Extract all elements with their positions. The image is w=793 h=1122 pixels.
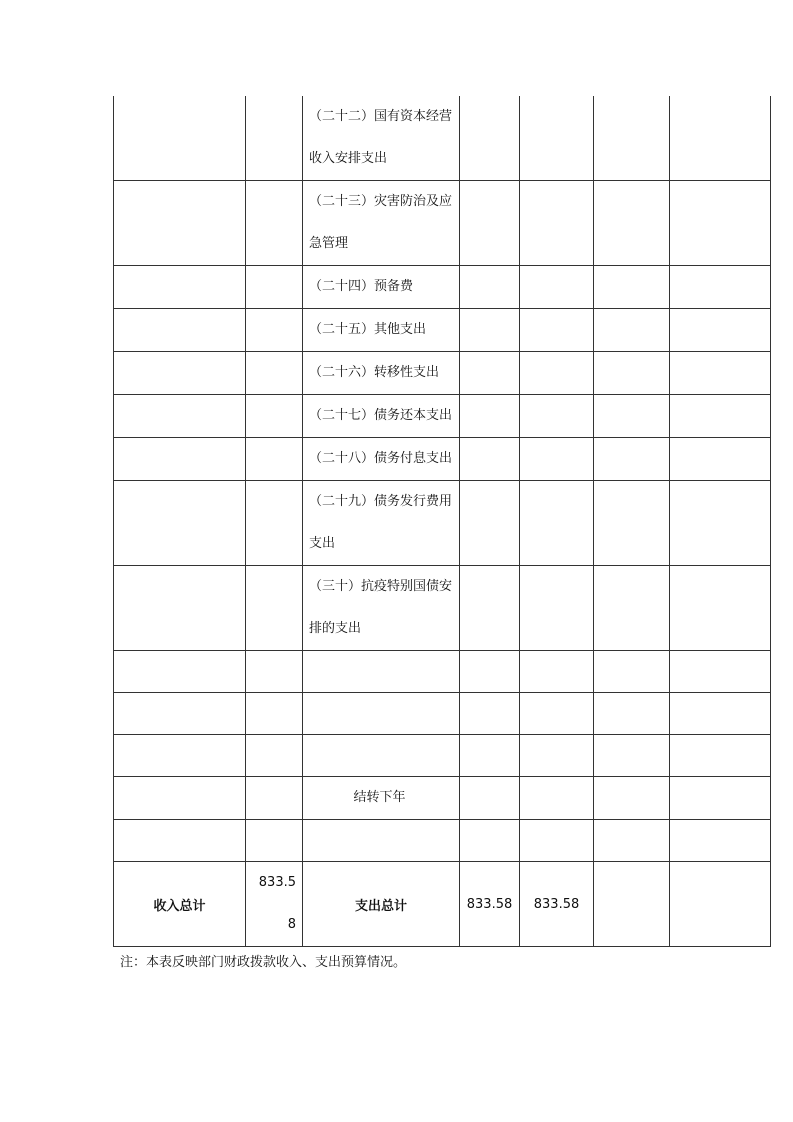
expense-item: （二十八）债务付息支出 xyxy=(303,438,460,481)
expense-item: （二十二）国有资本经营收入安排支出 xyxy=(303,96,460,181)
expense-total-label: 支出总计 xyxy=(303,862,460,947)
table-row xyxy=(114,309,771,352)
expense-item: （二十五）其他支出 xyxy=(303,309,460,352)
expense-item: （二十三）灾害防治及应急管理 xyxy=(303,181,460,266)
expense-item: （三十）抗疫特别国债安排的支出 xyxy=(303,566,460,651)
expense-item: （二十七）债务还本支出 xyxy=(303,395,460,438)
table-row xyxy=(114,777,771,820)
expense-item: （二十九）债务发行费用支出 xyxy=(303,481,460,566)
budget-table xyxy=(113,96,771,947)
income-total-label: 收入总计 xyxy=(114,862,246,947)
income-total-value xyxy=(246,862,303,947)
table-row xyxy=(114,438,771,481)
table-row xyxy=(114,181,771,266)
table-row xyxy=(114,481,771,566)
table-row xyxy=(114,820,771,862)
income-total-value-line1: 833.5 xyxy=(258,875,296,890)
table-row xyxy=(114,96,771,181)
table-row xyxy=(114,735,771,777)
table-row xyxy=(114,693,771,735)
expense-item: （二十四）预备费 xyxy=(303,266,460,309)
table-row xyxy=(114,395,771,438)
table-row xyxy=(114,566,771,651)
carry-forward-label: 结转下年 xyxy=(303,777,460,820)
table-note: 注：本表反映部门财政拨款收入、支出预算情况。 xyxy=(120,955,407,970)
income-total-value-line2: 8 xyxy=(287,917,296,932)
totals-row xyxy=(114,862,771,947)
expense-total-basic-value: 833.58 xyxy=(520,862,594,947)
table-row xyxy=(114,352,771,395)
table-row xyxy=(114,266,771,309)
table-row xyxy=(114,651,771,693)
expense-item: （二十六）转移性支出 xyxy=(303,352,460,395)
expense-total-value: 833.58 xyxy=(460,862,520,947)
